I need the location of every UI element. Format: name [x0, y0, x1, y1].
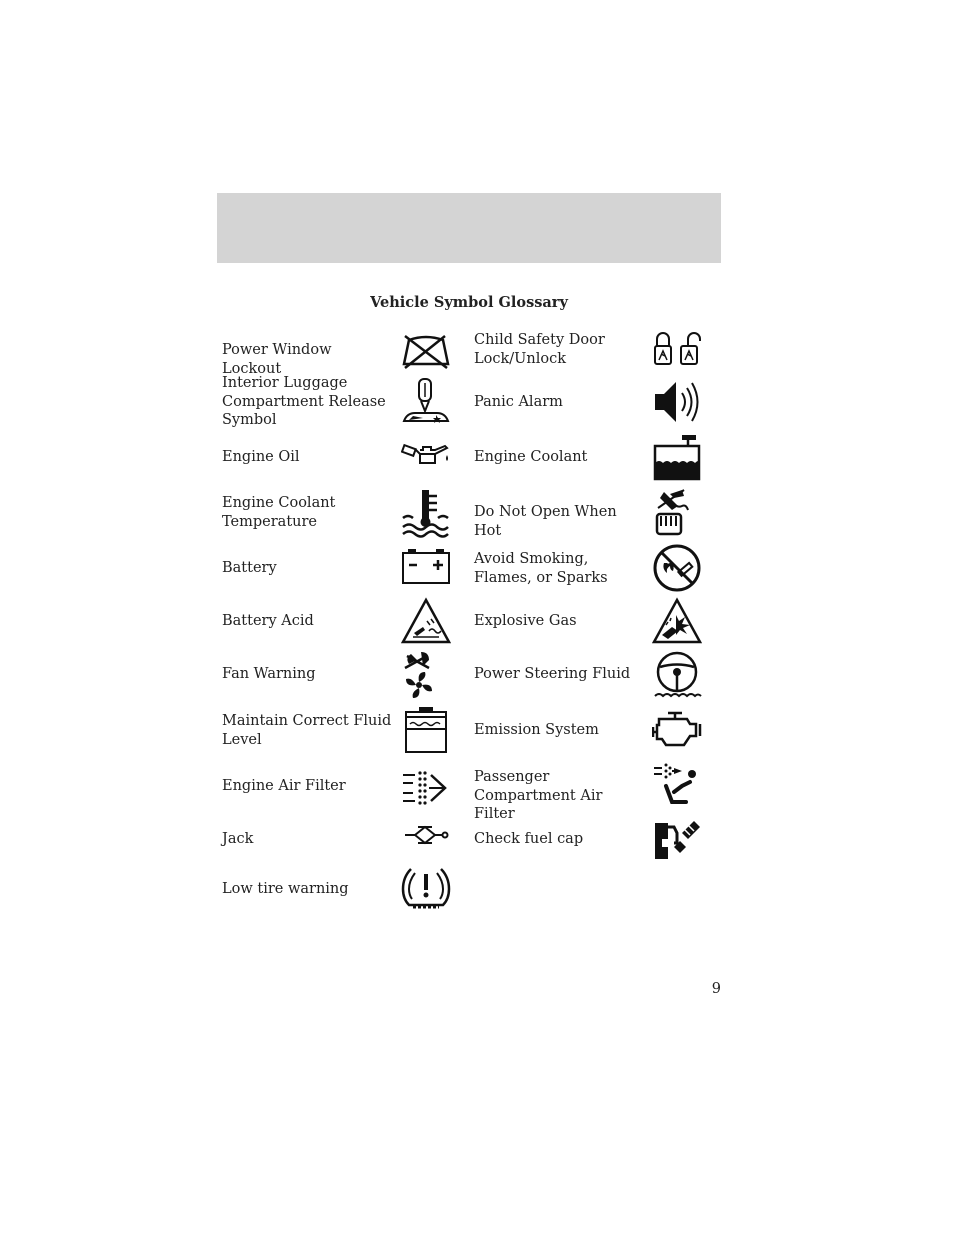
- speaker-icon: [652, 377, 702, 427]
- fluid-level-icon: [401, 705, 451, 755]
- label-explosive-gas: Explosive Gas: [474, 613, 577, 629]
- low-tire-icon: [401, 863, 451, 913]
- battery-acid-warning-icon: [401, 597, 451, 647]
- header-bar: [217, 193, 721, 263]
- steering-wheel-icon: [652, 650, 702, 700]
- fan-warning-icon: [401, 650, 451, 700]
- label-power-window-lockout: Power Window Lockout: [222, 342, 332, 377]
- label-battery-acid: Battery Acid: [222, 613, 314, 629]
- label-cabin-air-filter: Passenger Compartment Air Filter: [474, 769, 603, 822]
- label-low-tire: Low tire warning: [222, 881, 349, 897]
- window-lockout-icon: [401, 326, 451, 376]
- no-smoking-icon: [652, 543, 702, 593]
- label-engine-air-filter: Engine Air Filter: [222, 778, 346, 794]
- fuel-cap-icon: [652, 815, 702, 865]
- label-fan-warning: Fan Warning: [222, 666, 316, 682]
- label-emission-system: Emission System: [474, 722, 599, 738]
- page-number: 9: [711, 981, 721, 997]
- label-panic-alarm: Panic Alarm: [474, 394, 563, 410]
- label-do-not-open-hot: Do Not Open When Hot: [474, 504, 617, 539]
- label-check-fuel-cap: Check fuel cap: [474, 831, 584, 847]
- coolant-temperature-icon: [401, 488, 451, 538]
- label-luggage-release: Interior Luggage Compartment Release Symbol: [222, 375, 386, 428]
- explosive-gas-icon: [652, 597, 702, 647]
- label-coolant-temperature: Engine Coolant Temperature: [222, 495, 336, 530]
- label-avoid-smoking: Avoid Smoking, Flames, or Sparks: [474, 551, 608, 586]
- jack-icon: [401, 815, 451, 865]
- air-filter-icon: [401, 763, 451, 813]
- battery-icon: [401, 543, 451, 593]
- label-jack: Jack: [222, 831, 254, 847]
- page-title: Vehicle Symbol Glossary: [370, 294, 568, 311]
- luggage-release-icon: [401, 377, 451, 427]
- label-child-safety-lock: Child Safety Door Lock/Unlock: [474, 332, 605, 367]
- coolant-reservoir-icon: [652, 433, 702, 483]
- do-not-open-hot-icon: [652, 488, 702, 538]
- cabin-filter-icon: [652, 760, 702, 810]
- label-power-steering: Power Steering Fluid: [474, 666, 631, 682]
- label-engine-coolant: Engine Coolant: [474, 449, 588, 465]
- label-engine-oil: Engine Oil: [222, 449, 300, 465]
- engine-icon: [652, 705, 702, 755]
- label-fluid-level: Maintain Correct Fluid Level: [222, 713, 392, 748]
- oil-can-icon: [401, 433, 451, 483]
- child-lock-icon: [652, 326, 702, 376]
- label-battery: Battery: [222, 560, 277, 576]
